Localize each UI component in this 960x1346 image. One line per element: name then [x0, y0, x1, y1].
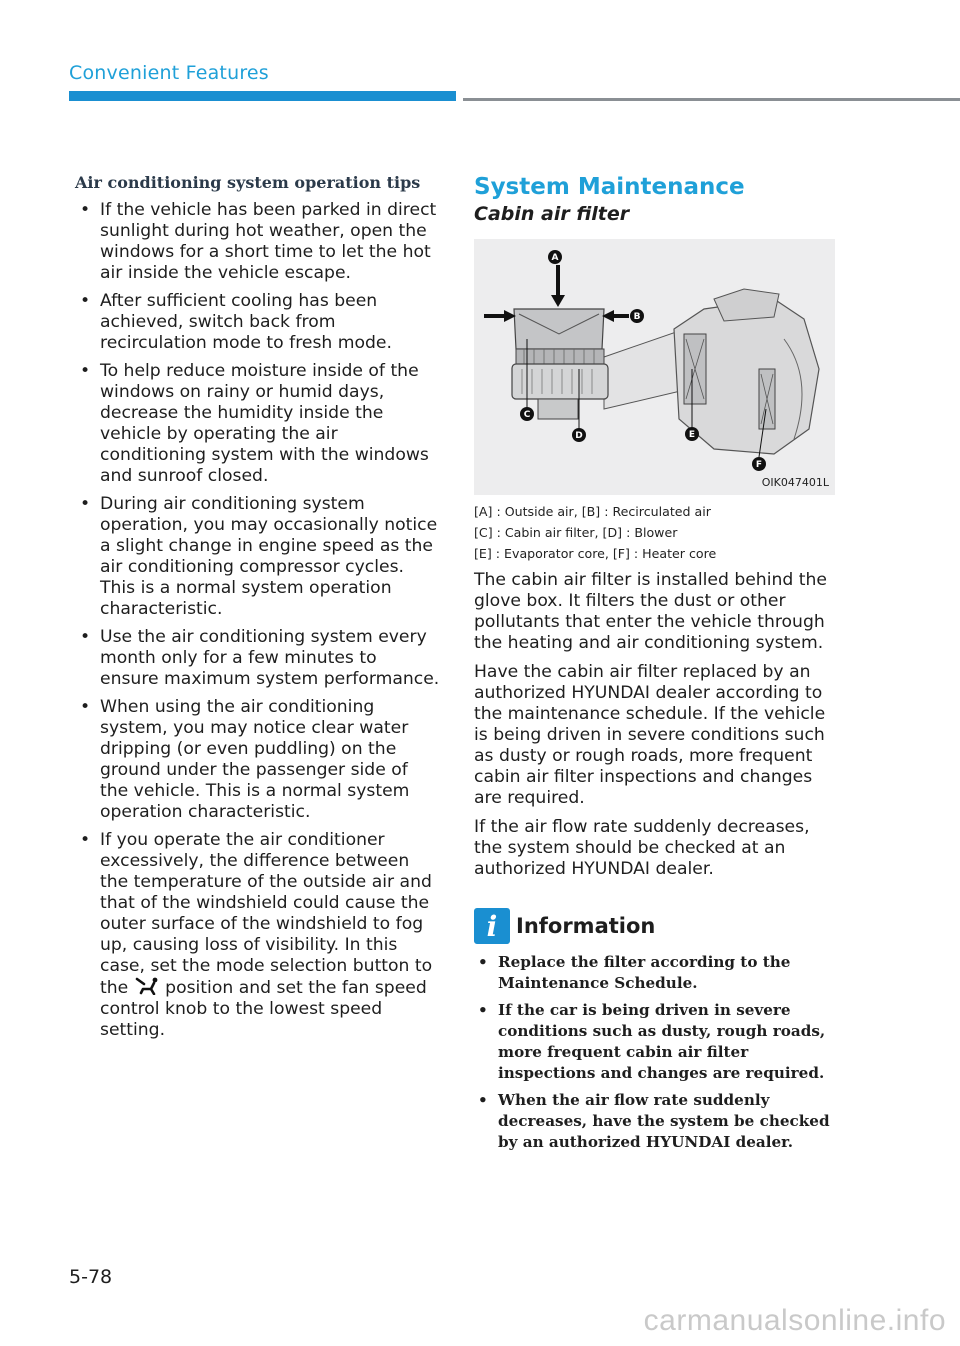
section-header-title: Convenient Features [69, 62, 269, 84]
callout-e: E [688, 430, 696, 440]
page-number: 5-78 [69, 1266, 113, 1288]
header-accent-bar [69, 91, 456, 101]
callout-b: B [633, 312, 641, 322]
right-column [474, 173, 840, 1159]
info-item: • When the air flow rate suddenly decreases, have the system be checked by an authorized HYUNDAI dealer. [478, 1091, 830, 1151]
callout-d: D [575, 431, 583, 441]
section-title: System Maintenance [474, 174, 745, 200]
info-item: • If the car is being driven in severe conditions such as dusty, rough roads, more frequent cabin air filter inspections and changes are required. [478, 1001, 826, 1082]
information-list [474, 952, 840, 1153]
header-divider [463, 98, 960, 101]
tips-heading: Air conditioning system operation tips [75, 173, 421, 192]
legend-line: [A] : Outside air, [B] : Recirculated air [474, 504, 711, 519]
information-icon: i [474, 908, 510, 944]
callout-c: C [523, 410, 531, 420]
tip-item: • If the vehicle has been parked in direct sunlight during hot weather, open the windows for a short time to let the hot air inside the vehicle escape. [80, 200, 437, 283]
callout-f: F [755, 460, 763, 470]
tip-item: • Use the air conditioning system every month only for a few minutes to ensure maximum system performance. [80, 627, 440, 689]
floor-windshield-mode-icon [134, 977, 160, 995]
sub-title: Cabin air filter [474, 203, 630, 225]
figure-legend [474, 501, 840, 564]
cabin-air-filter-figure [474, 239, 835, 495]
paragraph: Have the cabin air filter replaced by an authorized HYUNDAI dealer according to the maintenance schedule. If the vehicle is being driven in severe conditions such as dusty or rough roads, more frequent cabin air filter inspections and changes are required. [474, 662, 826, 808]
information-title: Information [516, 914, 656, 938]
tip-item: • If you operate the air conditioner excessively, the difference between the temperature of the outside air and that of the windshield could cause the outer surface of the windshield to fog up, causing loss of visibility. In this case, set the mode selection button to the position and set the fan speed control knob to the lowest speed setting. [80, 830, 433, 1040]
paragraph: If the air flow rate suddenly decreases, the system should be checked at an authorized HYUNDAI dealer. [474, 817, 810, 879]
paragraph: The cabin air filter is installed behind the glove box. It filters the dust or other pollutants that enter the vehicle through the heating and air conditioning system. [474, 570, 827, 653]
legend-line: [E] : Evaporator core, [F] : Heater core [474, 546, 717, 561]
tip-item: • During air conditioning system operation, you may occasionally notice a slight change in engine speed as the air conditioning compressor cycles. This is a normal system operation characteristic. [80, 494, 438, 619]
information-header [474, 908, 840, 944]
tip-item: • To help reduce moisture inside of the windows on rainy or humid days, decrease the humidity inside the vehicle by operating the air conditioning system with the windows and sunroof closed. [80, 361, 429, 486]
blower [512, 364, 608, 399]
tip-item: • When using the air conditioning system, you may notice clear water dripping (or even puddling) on the ground under the passenger side of the vehicle. This is a normal system operation characteristic. [80, 697, 410, 822]
cabin-filter [516, 349, 604, 364]
tip-item: • After sufficient cooling has been achieved, switch back from recirculation mode to fresh mode. [80, 291, 392, 353]
tips-list [75, 200, 440, 1041]
left-column [75, 173, 440, 1048]
hvac-diagram [474, 239, 835, 495]
info-item: • Replace the filter according to the Maintenance Schedule. [478, 953, 791, 992]
callout-a: A [551, 253, 559, 263]
legend-line: [C] : Cabin air filter, [D] : Blower [474, 525, 678, 540]
figure-code: OIK047401L [761, 476, 829, 489]
watermark: carmanualsonline.info [643, 1304, 946, 1337]
